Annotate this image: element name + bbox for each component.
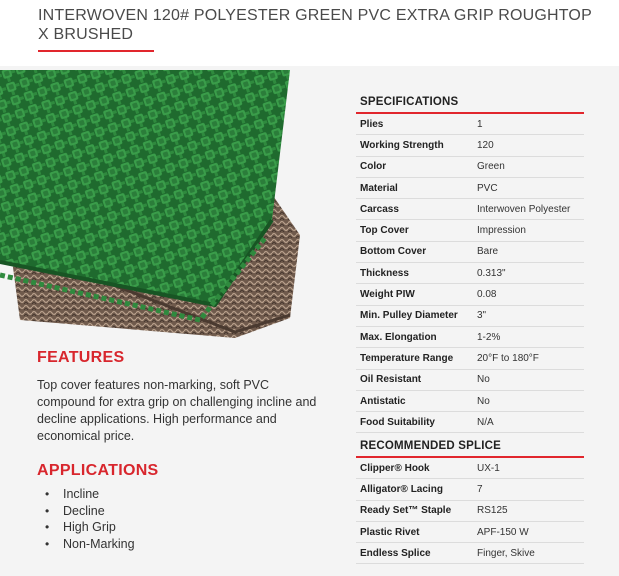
row-value: 1	[477, 118, 483, 130]
table-row	[356, 178, 584, 199]
list-item: • Decline	[45, 503, 105, 518]
table-row	[356, 135, 584, 156]
row-value: No	[477, 395, 490, 407]
row-value: 120	[477, 139, 494, 151]
row-value: Finger, Skive	[477, 547, 535, 559]
row-label: Bottom Cover	[360, 246, 427, 258]
row-value: 0.313"	[477, 267, 506, 279]
row-value: Bare	[477, 246, 499, 258]
row-label: Plastic Rivet	[360, 526, 420, 538]
table-row	[356, 263, 584, 284]
product-title: INTERWOVEN 120# POLYESTER GREEN PVC EXTRA GRIP ROUGHTOP X BRUSHED	[38, 7, 592, 43]
table-row	[356, 348, 584, 369]
row-value: No	[477, 374, 490, 386]
row-label: Oil Resistant	[360, 374, 422, 386]
row-value: PVC	[477, 182, 498, 194]
table-row	[356, 220, 584, 241]
splice-heading: RECOMMENDED SPLICE	[360, 440, 501, 452]
features-heading: FEATURES	[37, 349, 125, 366]
row-value: RS125	[477, 505, 508, 517]
list-item: • High Grip	[45, 520, 116, 534]
row-label: Antistatic	[360, 395, 406, 407]
table-row	[356, 370, 584, 391]
row-label: Weight PIW	[360, 289, 415, 301]
header	[0, 0, 619, 66]
bullet-icon: •	[45, 503, 50, 518]
table-row	[356, 479, 584, 500]
row-label: Working Strength	[360, 139, 444, 151]
row-value: Green	[477, 161, 505, 173]
belt-sample-image	[0, 70, 330, 340]
row-label: Alligator® Lacing	[360, 483, 443, 495]
row-label: Endless Splice	[360, 547, 431, 559]
table-row	[356, 543, 584, 564]
row-label: Thickness	[360, 267, 409, 279]
applications-list	[45, 486, 135, 552]
row-label: Min. Pulley Diameter	[360, 310, 458, 322]
row-label: Carcass	[360, 203, 399, 215]
table-row	[356, 327, 584, 348]
row-value: Interwoven Polyester	[477, 203, 571, 215]
table-row	[356, 157, 584, 178]
row-label: Temperature Range	[360, 352, 454, 364]
row-label: Material	[360, 182, 398, 194]
specifications-table	[356, 96, 584, 433]
row-value: UX-1	[477, 462, 500, 474]
splice-table	[356, 440, 584, 564]
table-row	[356, 458, 584, 479]
table-row	[356, 114, 584, 135]
row-label: Plies	[360, 118, 384, 130]
row-label: Clipper® Hook	[360, 462, 430, 474]
table-row	[356, 242, 584, 263]
list-item: • Incline	[45, 487, 100, 501]
row-value: Impression	[477, 225, 526, 237]
title-underline	[38, 50, 154, 52]
row-value: 7	[477, 483, 483, 495]
row-value: 0.08	[477, 289, 497, 301]
table-row	[356, 199, 584, 220]
table-row	[356, 501, 584, 522]
table-row	[356, 306, 584, 327]
row-value: APF-150 W	[477, 526, 529, 538]
row-label: Color	[360, 161, 387, 173]
applications-heading: APPLICATIONS	[37, 462, 159, 479]
features-description: Top cover features non-marking, soft PVC compound for extra grip on challenging incline and decline applications. High performance and economical price.	[37, 378, 317, 443]
row-value: 3"	[477, 310, 487, 322]
row-label: Ready Set™ Staple	[360, 505, 452, 517]
table-row	[356, 284, 584, 305]
row-label: Max. Elongation	[360, 331, 437, 343]
row-value: 1-2%	[477, 331, 501, 343]
row-label: Top Cover	[360, 225, 409, 237]
bullet-icon: •	[45, 536, 50, 551]
table-row	[356, 522, 584, 543]
specifications-heading: SPECIFICATIONS	[360, 96, 459, 108]
row-label: Food Suitability	[360, 416, 435, 428]
bullet-icon: •	[45, 487, 50, 501]
bullet-icon: •	[45, 520, 50, 534]
row-value: 20°F to 180°F	[477, 352, 539, 364]
table-row	[356, 412, 584, 433]
row-value: N/A	[477, 416, 494, 428]
table-row	[356, 391, 584, 412]
list-item: • Non-Marking	[45, 536, 135, 551]
